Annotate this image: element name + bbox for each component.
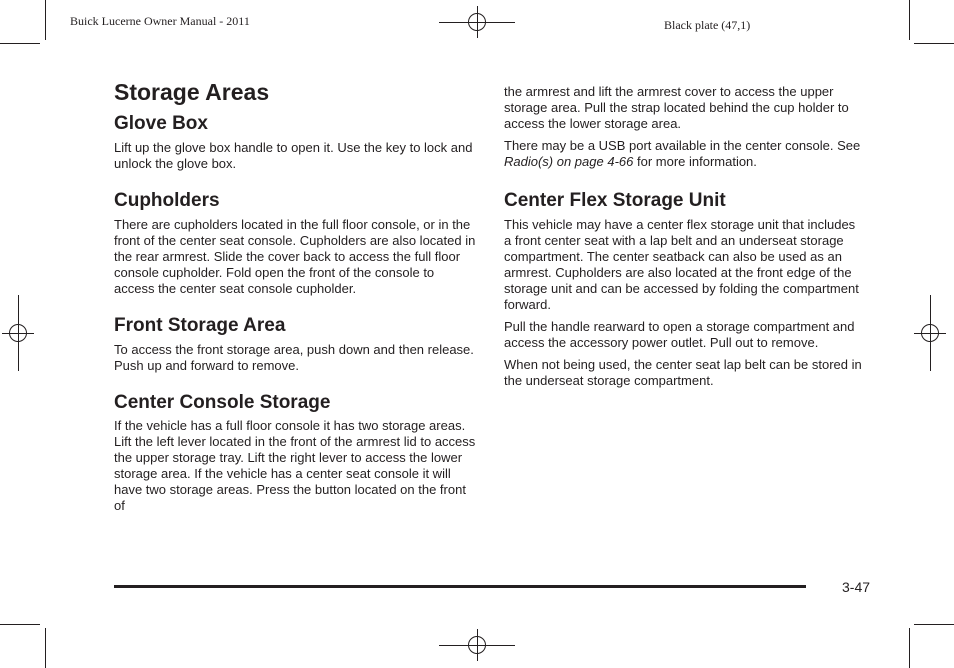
- footer-rule: [114, 585, 806, 588]
- crop-mark-tl-h: [0, 43, 40, 44]
- page-number: 3-47: [842, 579, 871, 595]
- page-title: Storage Areas: [114, 79, 270, 105]
- crop-mark-tr-h: [914, 43, 954, 44]
- radio-cross-reference-link[interactable]: Radio(s) on page 4-66: [504, 154, 634, 169]
- registration-mark-top: [461, 6, 493, 38]
- crop-mark-tl-v: [45, 0, 46, 40]
- registration-mark-left: [2, 317, 34, 349]
- registration-mark-right: [914, 317, 946, 349]
- section-heading-cupholders: Cupholders: [114, 190, 220, 212]
- section-heading-front-storage: Front Storage Area: [114, 314, 286, 336]
- registration-mark-bottom: [461, 629, 493, 661]
- crop-mark-tr-v: [909, 0, 910, 40]
- crop-mark-br-v: [909, 628, 910, 668]
- usb-text-after: for more information.: [633, 154, 757, 169]
- left-column: [114, 80, 476, 532]
- section-body-cupholders: There are cupholders located in the full floor console, or in the front of the center seat console. Cupholders are also located in the rear armrest. Slide the cover back to access the full floor console cupholder. Fold open the front of the console to access the center seat console cupholder.: [114, 216, 476, 296]
- usb-paragraph: [504, 138, 866, 170]
- section-body-glove-box: Lift up the glove box handle to open it. Use the key to lock and unlock the glove box.: [114, 140, 473, 172]
- crop-mark-bl-h: [0, 624, 40, 625]
- manual-title: Buick Lucerne Owner Manual - 2011: [70, 14, 250, 28]
- usb-text-before: There may be a USB port available in the center console. See: [504, 138, 861, 153]
- section-body-center-console: If the vehicle has a full floor console it has two storage areas. Lift the left lever located in the front of the armrest lid to access the upper storage tray. Lift the right lever to access the lower storage area. If the vehicle has a center seat console it will have two storage areas. Press the button located on the front of: [114, 418, 476, 514]
- center-flex-paragraph-2: Pull the handle rearward to open a storage compartment and access the accessory power outlet. Pull out to remove.: [504, 318, 855, 350]
- section-body-front-storage: To access the front storage area, push down and then release. Push up and forward to remove.: [114, 341, 474, 373]
- section-heading-center-console: Center Console Storage: [114, 391, 331, 413]
- section-heading-glove-box: Glove Box: [114, 113, 208, 135]
- crop-mark-bl-v: [45, 628, 46, 668]
- continued-paragraph: the armrest and lift the armrest cover to access the upper storage area. Pull the strap located behind the cup holder to access the lower storage area.: [504, 84, 849, 131]
- center-flex-paragraph-1: This vehicle may have a center flex storage unit that includes a front center seat with a lap belt and an underseat storage compartment. The center seatback can also be used as an armrest. Cupholders are also located at the front edge of the storage unit and can be accessed by folding the compartment forward.: [504, 216, 859, 312]
- center-flex-paragraph-3: When not being used, the center seat lap belt can be stored in the underseat storage compartment.: [504, 356, 862, 388]
- right-column: [504, 84, 866, 395]
- plate-label: Black plate (47,1): [664, 18, 751, 32]
- section-heading-center-flex: Center Flex Storage Unit: [504, 190, 726, 211]
- crop-mark-br-h: [914, 624, 954, 625]
